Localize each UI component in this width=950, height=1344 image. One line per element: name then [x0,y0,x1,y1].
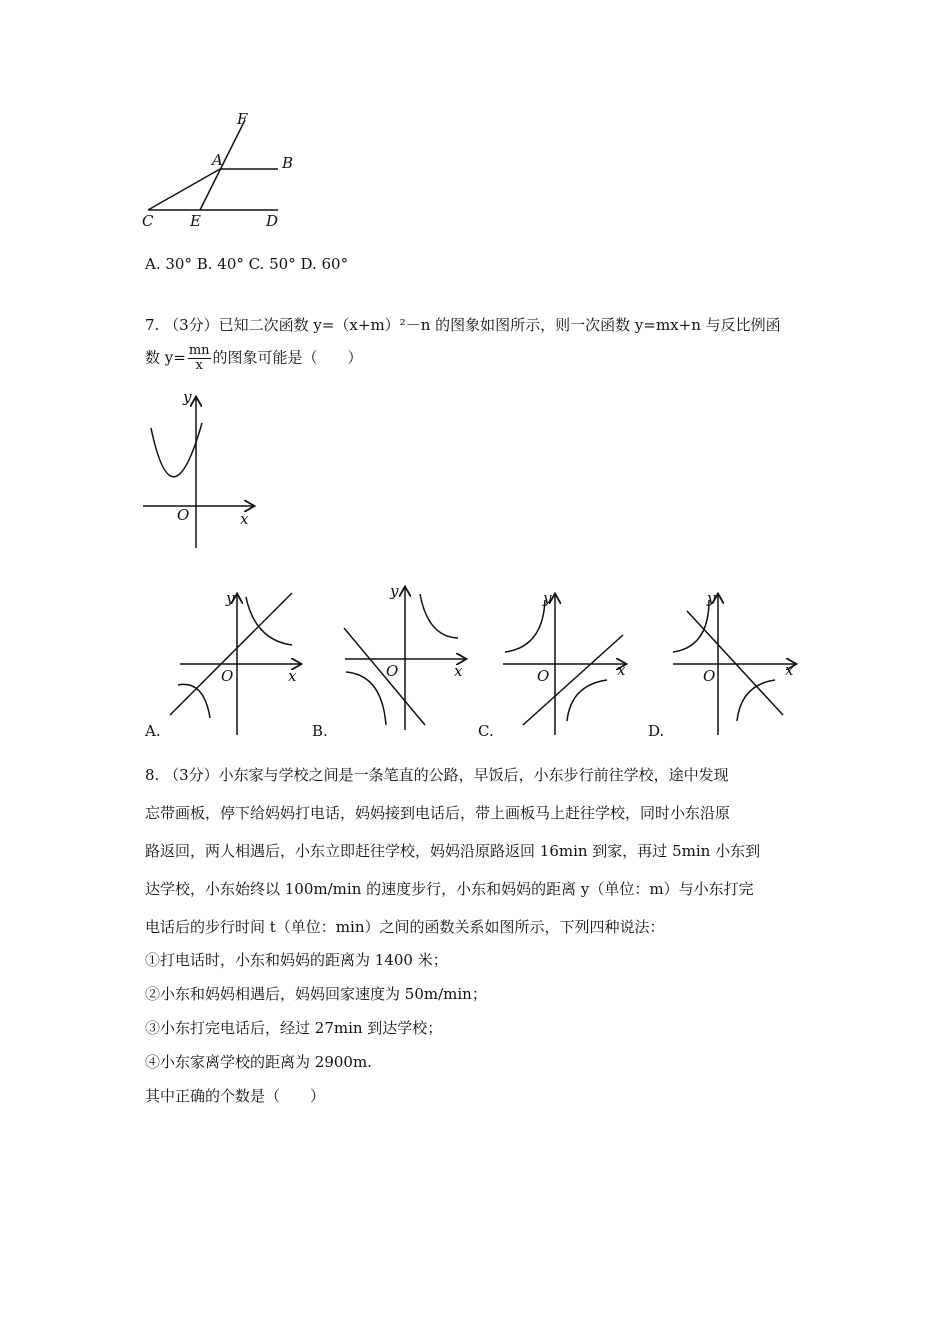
option-d-graph [665,585,815,740]
label-e: E [190,212,201,230]
fraction-numerator: mn [188,343,210,358]
q8-statement-3: ③小东打完电话后，经过 27min 到达学校； [145,1019,443,1037]
linear-function [170,593,292,715]
q7-line1: 7. （3分）已知二次函数 y=（x+m）²－n 的图象如图所示，则一次函数 y=mx+n 与反比例函 [145,316,781,334]
fraction-denominator: x [195,358,203,373]
q8-statement-2: ②小东和妈妈相遇后，妈妈回家速度为 50m/min； [145,985,487,1003]
hyperbola-branch-1 [420,594,458,638]
q8-question: 其中正确的个数是（ ） [145,1087,326,1105]
origin-label: O [386,662,399,680]
line-ca [148,169,220,210]
y-label: y [226,589,235,607]
hyperbola-branch-1 [246,597,292,645]
geometry-figure-q6 [130,108,310,233]
x-label: x [785,661,794,679]
option-b-label: B. [312,722,328,740]
origin-label: O [703,667,716,685]
y-label: y [390,582,399,600]
q8-line-2: 忘带画板，停下给妈妈打电话，妈妈接到电话后，带上画板马上赶往学校，同时小东沿原 [145,804,731,822]
x-label: x [454,662,463,680]
label-a: A [212,151,223,169]
parabola-curve [151,423,202,477]
label-f: F [237,110,248,128]
origin-label: O [537,667,550,685]
q8-statement-1: ①打电话时，小东和妈妈的距离为 1400 米； [145,951,448,969]
label-d: D [266,212,279,230]
y-label: y [707,589,716,607]
label-b: B [282,154,294,172]
label-c: C [142,212,154,230]
option-c-graph [495,585,645,740]
fraction-mn-over-x [188,344,211,373]
hyperbola-branch-1 [505,600,545,652]
origin-label: O [221,667,234,685]
x-label: x [617,661,626,679]
q6-options: A. 30° B. 40° C. 50° D. 60° [145,255,349,273]
y-label: y [543,589,552,607]
option-a-label: A. [145,722,161,740]
hyperbola-branch-1 [673,600,709,652]
linear-function [687,611,783,715]
option-a-graph [160,585,310,740]
hyperbola-branch-2 [346,672,386,725]
q8-line-3: 路返回，两人相遇后，小东立即赶往学校，妈妈沿原路返回 16min 到家，再过 5min 小东到 [145,842,761,860]
option-d-label: D. [648,722,665,740]
q8-line-5: 电话后的步行时间 t（单位：min）之间的函数关系如图所示，下列四种说法： [145,918,665,936]
x-label: x [288,667,297,685]
q7-line2-suffix: 的图象可能是（ ） [212,348,363,367]
x-label: x [240,510,249,528]
option-c-label: C. [478,722,494,740]
hyperbola-branch-2 [567,680,607,721]
parabola-graph [135,388,265,553]
q8-line-4: 达学校，小东始终以 100m/min 的速度步行，小东和妈妈的距离 y（单位：m）与小东打完 [145,880,754,898]
origin-label: O [177,506,190,524]
y-label: y [183,388,192,406]
q8-statement-4: ④小东家离学校的距离为 2900m. [145,1053,372,1071]
q7-line2 [145,344,363,373]
q7-line2-prefix: 数 y= [145,348,186,367]
option-b-graph [330,580,480,740]
q8-line-1: 8. （3分）小东家与学校之间是一条笔直的公路，早饭后，小东步行前往学校，途中发现 [145,766,729,784]
